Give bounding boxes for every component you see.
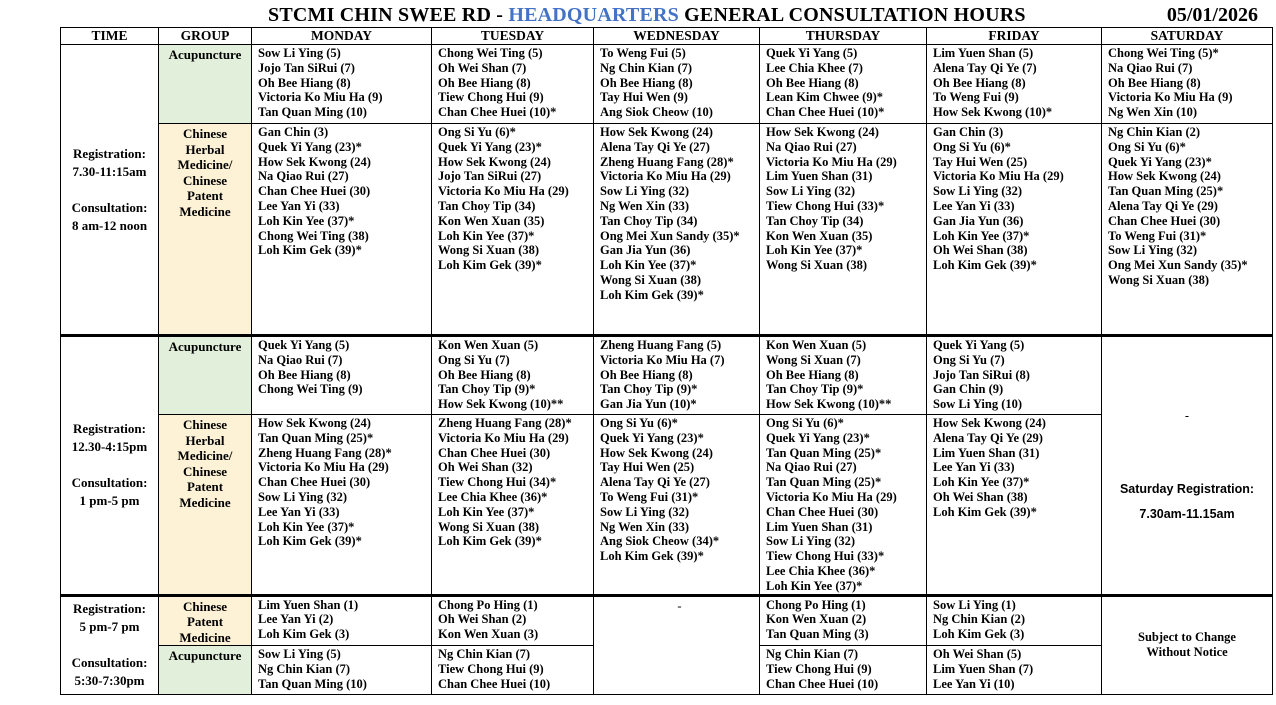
list-item: Tan Quan Ming (3) [766,627,869,642]
list-item: Victoria Ko Miu Ha (29) [766,489,897,504]
list-item: Gan Chin (9) [933,382,1004,397]
list-item: Chinese [182,598,228,614]
list-item: Quek Yi Yang (5) [258,338,350,352]
morning-con-label: Consultation: [71,199,148,215]
list-item: Tiew Chong Hui (33)* [766,198,885,213]
list-item: Loh Kim Gek (39)* [258,534,362,549]
title-prefix: STCMI CHIN SWEE RD - [268,4,509,26]
evening-reg-label: Registration: [73,601,146,617]
list-item: Loh Kim Gek (39)* [438,258,542,273]
list-item: Wong Si Xuan (38) [1108,272,1210,287]
morning-acu-wednesday [594,45,760,124]
list-item: Sow Li Ying (1) [933,597,1016,612]
list-item: Chong Wei Ting (5)* [1108,46,1219,60]
list-item: Ang Siok Cheow (10) [600,105,713,120]
morning-acupuncture-row [61,45,1273,124]
group-acupuncture: Acupuncture [159,336,252,415]
evening-con-label: Consultation: [71,655,148,671]
list-item: Sow Li Ying (32) [600,504,690,519]
schedule-title [60,4,1272,26]
list-item: Victoria Ko Miu Ha (29) [438,184,569,199]
list-item: Sow Li Ying (32) [1108,243,1198,258]
header-friday: FRIDAY [927,28,1102,45]
list-item: Subject to Change [1138,630,1236,645]
list-item: Quek Yi Yang (23)* [600,430,704,445]
list-item: Ong Mei Xun Sandy (35)* [1108,258,1248,273]
group-acupuncture: Acupuncture [159,45,252,124]
list-item: Ng Chin Kian (7) [438,647,531,662]
title-suffix: GENERAL CONSULTATION HOURS [678,4,1026,26]
list-item: Kon Wen Xuan (3) [438,627,539,642]
list-item: Herbal [185,432,225,448]
list-item: Oh Wei Shan (38) [933,243,1028,258]
list-item: Wong Si Xuan (38) [600,272,702,287]
title-highlight: HEADQUARTERS [508,4,679,26]
list-item: Lee Chia Khee (7) [766,60,863,75]
list-item: Sow Li Ying (32) [933,184,1023,199]
evening-acu-thursday [760,646,927,695]
list-item: Oh Wei Shan (7) [438,60,527,75]
list-item: Chong Po Hing (1) [766,597,866,612]
list-item: Loh Kim Gek (39)* [600,287,704,302]
list-item: How Sek Kwong (24) [766,125,879,139]
list-item: Oh Bee Hiang (8) [258,367,351,382]
list-item: Chinese [182,417,228,432]
list-item: Victoria Ko Miu Ha (29) [766,154,897,169]
list-item: How Sek Kwong (10)** [438,397,564,412]
evening-time-cell [61,595,159,694]
list-item: Ng Chin Kian (7) [258,661,351,676]
list-item: Chinese [182,463,228,479]
list-item: Ong Si Yu (6)* [1108,139,1186,154]
list-item: How Sek Kwong (24) [258,416,371,430]
list-item: Tay Hui Wen (25) [600,460,695,475]
list-item: Ng Wen Xin (33) [600,519,690,534]
list-item: Tan Quan Ming (25)* [766,445,882,460]
afternoon-chm-tuesday [432,415,594,596]
group-acupuncture: Acupuncture [159,646,252,695]
list-item: Gan Chin (3) [933,125,1004,139]
list-item: Chinese [182,126,228,141]
list-item: Lee Yan Yi (33) [258,504,340,519]
list-item: Without Notice [1146,645,1228,660]
list-item: Na Qiao Rui (7) [258,352,343,367]
list-item: Chong Wei Ting (9) [258,382,363,397]
list-item: Kon Wen Xuan (5) [766,338,867,352]
change-notice [1102,595,1273,694]
list-item: How Sek Kwong (10)** [766,397,892,412]
list-item: To Weng Fui (5) [600,46,686,60]
evening-acu-tuesday [432,646,594,695]
list-item: Tiew Chong Hui (9) [438,90,544,105]
list-item: Wong Si Xuan (7) [766,352,861,367]
list-item: Alena Tay Qi Ye (7) [933,60,1037,75]
morning-acu-friday [927,45,1102,124]
list-item: Victoria Ko Miu Ha (29) [258,460,389,475]
list-item: Loh Kim Gek (39)* [933,504,1037,519]
list-item: Lim Yuen Shan (5) [933,46,1034,60]
list-item: Loh Kim Gek (3) [933,627,1025,642]
schedule-date: 05/01/2026 [1166,4,1258,26]
list-item: Zheng Huang Fang (28)* [600,154,734,169]
morning-chm-monday [252,124,432,336]
afternoon-reg-label: Registration: [73,421,146,437]
list-item: Ng Chin Kian (7) [766,647,859,662]
list-item: Tan Quan Ming (10) [258,105,367,120]
list-item: Chan Chee Huei (10)* [438,105,557,120]
list-item: Quek Yi Yang (23)* [438,139,542,154]
list-item: Tan Quan Ming (25)* [1108,184,1224,199]
list-item: Tan Choy Tip (9)* [766,382,864,397]
evening-cpm-tuesday [432,595,594,646]
afternoon-acu-friday [927,336,1102,415]
list-item: Loh Kin Yee (37)* [258,519,355,534]
list-item: Jojo Tan SiRui (27) [438,169,542,184]
list-item: Oh Bee Hiang (8) [766,367,859,382]
list-item: Chan Chee Huei (10)* [766,105,885,120]
morning-acu-tuesday [432,45,594,124]
list-item: Ng Chin Kian (2) [933,612,1026,627]
afternoon-acupuncture-row [61,336,1273,415]
list-item: Victoria Ko Miu Ha (29) [933,169,1064,184]
list-item: Lean Kim Chwee (9)* [766,90,883,105]
afternoon-acu-tuesday [432,336,594,415]
list-item: Quek Yi Yang (23)* [766,430,870,445]
afternoon-reg-time: 12.30-4:15pm [71,439,148,455]
list-item: Jojo Tan SiRui (8) [933,367,1030,382]
morning-acu-monday [252,45,432,124]
list-item: Lee Yan Yi (10) [933,676,1015,691]
list-item: Oh Wei Shan (32) [438,460,533,475]
list-item: Victoria Ko Miu Ha (29) [600,169,731,184]
group-patent-medicine [159,595,252,646]
list-item: Lee Chia Khee (36)* [766,563,876,578]
list-item: Jojo Tan SiRui (7) [258,60,355,75]
list-item: Tan Choy Tip (9)* [438,382,536,397]
list-item: How Sek Kwong (24) [438,154,551,169]
morning-chm-thursday [760,124,927,336]
list-item: Tay Hui Wen (9) [600,90,688,105]
afternoon-herbal-row [61,415,1273,596]
evening-acu-friday [927,646,1102,695]
list-item: Loh Kim Gek (39)* [438,534,542,549]
list-item: Patent [186,188,224,203]
list-item: Alena Tay Qi Ye (27) [600,139,710,154]
list-item: Chan Chee Huei (30) [1108,213,1221,228]
morning-herbal-row [61,124,1273,336]
list-item: Quek Yi Yang (5) [766,46,858,60]
list-item: Tan Quan Ming (10) [258,676,367,691]
list-item: Oh Wei Shan (5) [933,647,1022,662]
list-item: Chan Chee Huei (10) [766,676,879,691]
list-item: Gan Jia Yun (10)* [600,397,697,412]
header-saturday: SATURDAY [1102,28,1273,45]
list-item: Lim Yuen Shan (7) [933,661,1034,676]
group-herbal-medicine [159,124,252,336]
saturday-reg-time: 7.30am-11.15am [1139,506,1235,521]
header-monday: MONDAY [252,28,432,45]
list-item: How Sek Kwong (24) [933,416,1046,430]
list-item: Medicine [179,629,231,645]
list-item: Na Qiao Rui (27) [766,139,857,154]
list-item: Kon Wen Xuan (2) [766,612,867,627]
list-item: Lee Chia Khee (36)* [438,489,548,504]
afternoon-chm-monday [252,415,432,596]
list-item: Oh Bee Hiang (8) [438,75,531,90]
list-item: Oh Bee Hiang (8) [258,75,351,90]
evening-cpm-friday [927,595,1102,646]
list-item: Quek Yi Yang (23)* [258,139,362,154]
header-wednesday: WEDNESDAY [594,28,760,45]
morning-chm-wednesday [594,124,760,336]
afternoon-acu-wednesday [594,336,760,415]
list-item: Tiew Chong Hui (34)* [438,475,557,490]
list-item: Oh Bee Hiang (8) [766,75,859,90]
header-row [61,28,1273,45]
list-item: Lim Yuen Shan (31) [933,445,1040,460]
list-item: Victoria Ko Miu Ha (9) [258,90,383,105]
list-item: Ong Si Yu (6)* [933,139,1011,154]
list-item: Ng Chin Kian (2) [1108,125,1201,139]
header-time: TIME [61,28,159,45]
list-item: Chan Chee Huei (30) [766,504,879,519]
list-item: Oh Wei Shan (2) [438,612,527,627]
list-item: Lee Yan Yi (33) [258,198,340,213]
list-item: Loh Kin Yee (37)* [438,504,535,519]
list-item: How Sek Kwong (24) [258,154,371,169]
list-item: Ng Wen Xin (33) [600,198,690,213]
list-item: Loh Kim Gek (39)* [600,549,704,564]
evening-cpm-thursday [760,595,927,646]
list-item: Medicine [179,494,231,510]
list-item: Sow Li Ying (5) [258,46,341,60]
list-item: Ang Siok Cheow (34)* [600,534,720,549]
list-item: Lim Yuen Shan (31) [766,519,873,534]
list-item: Patent [186,614,224,630]
list-item: Alena Tay Qi Ye (27) [600,475,710,490]
list-item: To Weng Fui (31)* [600,489,699,504]
list-item: Loh Kim Gek (3) [258,627,350,642]
afternoon-chm-thursday [760,415,927,596]
list-item: Zheng Huang Fang (28)* [258,445,392,460]
morning-chm-friday [927,124,1102,336]
list-item: Tan Choy Tip (9)* [600,382,698,397]
evening-con-time: 5:30-7:30pm [74,673,145,689]
list-item: Kon Wen Xuan (35) [438,213,545,228]
evening-reg-time: 5 pm-7 pm [79,619,140,635]
list-item: Na Qiao Rui (7) [1108,60,1193,75]
morning-reg-label: Registration: [73,145,146,161]
list-item: Victoria Ko Miu Ha (29) [438,430,569,445]
saturday-afternoon-cell [1102,336,1273,596]
header-thursday: THURSDAY [760,28,927,45]
list-item: Wong Si Xuan (38) [438,519,540,534]
saturday-reg-label: Saturday Registration: [1119,481,1255,496]
list-item: Loh Kin Yee (37)* [766,578,863,593]
evening-wednesday-cell: - [594,595,760,694]
group-herbal-medicine [159,415,252,596]
list-item: Loh Kin Yee (37)* [258,213,355,228]
list-item: Tan Quan Ming (25)* [766,475,882,490]
list-item: Medicine [179,203,231,219]
morning-acu-thursday [760,45,927,124]
list-item: Tiew Chong Hui (33)* [766,549,885,564]
list-item: To Weng Fui (9) [933,90,1019,105]
list-item: Sow Li Ying (32) [766,184,856,199]
list-item: Oh Bee Hiang (8) [933,75,1026,90]
list-item: Ong Si Yu (6)* [600,416,678,430]
list-item: Lee Yan Yi (33) [933,198,1015,213]
morning-chm-saturday [1102,124,1273,336]
list-item: Herbal [185,141,225,157]
list-item: Ng Chin Kian (7) [600,60,693,75]
list-item: Kon Wen Xuan (5) [438,338,539,352]
list-item: Ong Si Yu (6)* [766,416,844,430]
list-item: Oh Bee Hiang (8) [438,367,531,382]
list-item: Zheng Huang Fang (28)* [438,416,572,430]
afternoon-con-label: Consultation: [71,475,148,491]
list-item: Gan Jia Yun (36) [933,213,1024,228]
list-item: Chong Wei Ting (5) [438,46,543,60]
list-item: Na Qiao Rui (27) [766,460,857,475]
list-item: Alena Tay Qi Ye (29) [1108,198,1218,213]
list-item: Sow Li Ying (32) [766,534,856,549]
list-item: Kon Wen Xuan (35) [766,228,873,243]
afternoon-acu-monday [252,336,432,415]
list-item: Chong Wei Ting (38) [258,228,369,243]
list-item: Oh Bee Hiang (8) [600,367,693,382]
list-item: Chan Chee Huei (10) [438,676,551,691]
afternoon-con-time: 1 pm-5 pm [79,493,140,509]
list-item: Wong Si Xuan (38) [438,243,540,258]
list-item: Quek Yi Yang (5) [933,338,1025,352]
list-item: Patent [186,479,224,494]
list-item: Ong Mei Xun Sandy (35)* [600,228,740,243]
list-item: Tan Choy Tip (34) [766,213,864,228]
list-item: To Weng Fui (31)* [1108,228,1207,243]
list-item: Loh Kin Yee (37)* [438,228,535,243]
list-item: Quek Yi Yang (23)* [1108,154,1212,169]
list-item: Loh Kin Yee (37)* [933,475,1030,490]
list-item: Ong Si Yu (6)* [438,125,516,139]
list-item: Tiew Chong Hui (9) [766,661,872,676]
list-item: Tiew Chong Hui (9) [438,661,544,676]
list-item: Chong Po Hing (1) [438,597,538,612]
list-item: Gan Chin (3) [258,125,329,139]
list-item: Oh Bee Hiang (8) [1108,75,1201,90]
list-item: Sow Li Ying (10) [933,397,1023,412]
afternoon-time-cell [61,336,159,596]
list-item: Oh Bee Hiang (8) [600,75,693,90]
list-item: Loh Kin Yee (37)* [933,228,1030,243]
list-item: Tan Choy Tip (34) [438,198,536,213]
list-item: Lim Yuen Shan (31) [766,169,873,184]
evening-patent-row [61,595,1273,646]
list-item: Loh Kim Gek (39)* [933,258,1037,273]
list-item: Chan Chee Huei (30) [258,184,371,199]
list-item: Ng Wen Xin (10) [1108,105,1198,120]
morning-con-time: 8 am-12 noon [71,217,148,233]
list-item: Sow Li Ying (32) [258,489,348,504]
list-item: Wong Si Xuan (38) [766,258,868,273]
header-tuesday: TUESDAY [432,28,594,45]
list-item: Ong Si Yu (7) [933,352,1005,367]
morning-acu-saturday [1102,45,1273,124]
header-group: GROUP [159,28,252,45]
list-item: Ong Si Yu (7) [438,352,510,367]
list-item: Sow Li Ying (32) [600,184,690,199]
list-item: Medicine/ [177,448,233,463]
list-item: Na Qiao Rui (27) [258,169,349,184]
list-item: Medicine/ [177,157,233,172]
list-item: Tan Quan Ming (25)* [258,430,374,445]
list-item: Tay Hui Wen (25) [933,154,1028,169]
list-item: Sow Li Ying (5) [258,647,341,662]
morning-chm-tuesday [432,124,594,336]
list-item: Lee Yan Yi (2) [258,612,334,627]
list-item: Oh Wei Shan (38) [933,489,1028,504]
list-item: Chan Chee Huei (30) [258,475,371,490]
list-item: How Sek Kwong (24) [1108,169,1221,184]
consultation-schedule-table [60,27,1273,695]
list-item: Zheng Huang Fang (5) [600,338,722,352]
list-item: Lim Yuen Shan (1) [258,597,359,612]
list-item: Victoria Ko Miu Ha (7) [600,352,725,367]
list-item: Chinese [182,172,228,188]
list-item: Lee Yan Yi (33) [933,460,1015,475]
morning-reg-time: 7.30-11:15am [72,163,147,179]
list-item: How Sek Kwong (10)* [933,105,1053,120]
list-item: Loh Kim Gek (39)* [258,243,362,258]
list-item: Alena Tay Qi Ye (29) [933,430,1043,445]
list-item: Tan Choy Tip (34) [600,213,698,228]
list-item: Loh Kin Yee (37)* [600,258,697,273]
morning-time-cell [61,45,159,336]
list-item: Loh Kin Yee (37)* [766,243,863,258]
list-item: How Sek Kwong (24) [600,445,713,460]
evening-acu-monday [252,646,432,695]
list-item: Gan Jia Yun (36) [600,243,691,258]
title-text [268,4,1026,27]
list-item: Victoria Ko Miu Ha (9) [1108,90,1233,105]
saturday-afternoon-dash: - [1184,409,1190,424]
afternoon-acu-thursday [760,336,927,415]
afternoon-chm-friday [927,415,1102,596]
list-item: How Sek Kwong (24) [600,125,713,139]
afternoon-chm-wednesday [594,415,760,596]
list-item: Chan Chee Huei (30) [438,445,551,460]
evening-cpm-monday [252,595,432,646]
